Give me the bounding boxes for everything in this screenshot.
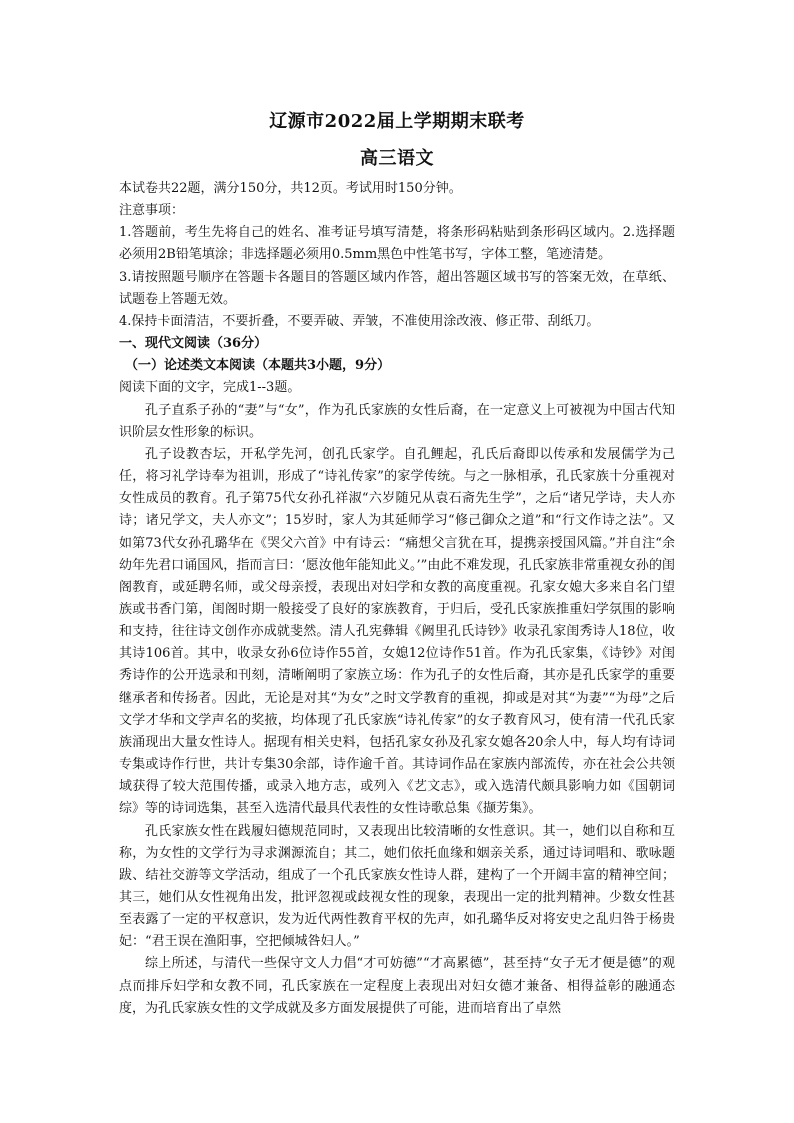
exam-title: 辽源市2022届上学期期末联考 — [269, 111, 525, 132]
notice-item-3: 3.请按照题号顺序在答题卡各题目的答题区域内作答，超出答题区域书写的答案无效，在草纸、试题卷上答题无效。 — [119, 269, 675, 307]
section-heading: 一、现代文阅读（36分） — [119, 336, 268, 352]
passage-paragraph-1: 孔子直系子孙的“妻”与“女”，作为孔氏家族的女性后裔，在一定意义上可被视为中国古代知识阶层女性形象的标识。 — [119, 402, 675, 440]
reading-instruction: 阅读下面的文字，完成1--3题。 — [119, 380, 301, 396]
passage-paragraph-4: 综上所述，与清代一些保守文人力倡“才可妨德”“才高累德”，甚至持“女子无才便是德”的观点而排斥妇学和女教不同，孔氏家族在一定程度上表现出对妇女德才兼备、相得益彰的融通态度，为孔氏家族女性的文学成就及多方面发展提供了可能，进而培育出了卓然 — [119, 956, 675, 1016]
document-body — [119, 178, 675, 1020]
exam-subject: 高三语文 — [360, 148, 434, 169]
passage-paragraph-2: 孔子设教杏坛，开私学先河，创孔氏家学。自孔鲤起，孔氏后裔即以传承和发展儒学为己任，将习礼学诗奉为祖训，形成了“诗礼传家”的家学传统。与之一脉相承，孔氏家族十分重视对女性成员的教育。孔子第75代女孙孔祥淑“六岁随兄从袁石斋先生学”，之后“诸兄学诗，夫人亦诗；诸兄学文，夫人亦文”；15岁时，家人为其延师学习“修己御众之道”和“行文作诗之法”。又如第73代女孙孔璐华在《哭父六首》中有诗云：“痛想父言犹在耳，提携亲授国风篇。”并自注“余幼年先君口诵国风，指而言曰：‘愿汝他年能知此义。’”由此不难发现，孔氏家族非常重视女孙的闺阁教育，或延聘名师，或父母亲授，表现出对妇学和女教的高度重视。孔家女媳大多来自名门望族或书香门第，闺阁时期一般接受了良好的家族教育，于归后，受孔氏家族推重妇学氛围的影响和支持，往往诗文创作亦成就斐然。清人孔宪彝辑《阙里孔氏诗钞》收录孔家闺秀诗人18位，收其诗106首。其中，收录女孙6位诗作55首，女媳12位诗作51首。作为孔氏家集，《诗钞》对闺秀诗作的公开选录和刊刻，清晰阐明了家族立场：作为孔子的女性后裔，其亦是孔氏家学的重要继承者和传扬者。因此，无论是对其“为女”之时文学教育的重视，抑或是对其“为妻”“为母”之后文学才华和文学声名的奖掖，均体现了孔氏家族“诗礼传家”的女子教育风习，使有清一代孔氏家族涌现出大量女性诗人。据现有相关史料，包括孔家女孙及孔家女媳各20余人中，每人均有诗词专集或诗作行世，共计专集30余部，诗作逾千首。其诗词作品在家族内部流传，亦在社会公共领域获得了较大范围传播，或录入地方志，或列入《艺文志》，或入选清代颇具影响力如《国朝词综》等的诗词选集，甚至入选清代最具代表性的女性诗歌总集《撷芳集》。 — [119, 446, 675, 817]
exam-intro: 本试卷共22题，满分150分，共12页。考试用时150分钟。 — [119, 181, 462, 196]
notice-heading: 注意事项： — [119, 203, 185, 219]
notice-item-4: 4.保持卡面清洁，不要折叠，不要弄破、弄皱，不准使用涂改液、修正带、刮纸刀。 — [119, 313, 600, 329]
passage-paragraph-3: 孔氏家族女性在践履妇德规范同时，又表现出比较清晰的女性意识。其一，她们以自称和互称，为女性的文学行为寻求渊源流自；其二，她们依托血缘和姻亲关系，通过诗词唱和、歌咏题跋、结社交游等文学活动，组成了一个孔氏家族女性诗人群，建构了一个开阔丰富的精神空间；其三，她们从女性视角出发，批评忽视或歧视女性的现象，表现出一定的批判精神。少数女性甚至表露了一定的平权意识，发为近代两性教育平权的先声，如孔璐华反对将安史之乱归咎于杨贵妃：“君王误在渔阳事，空把倾城咎妇人。” — [119, 823, 675, 950]
notice-item-1-2: 1.答题前，考生先将自己的姓名、准考证号填写清楚，将条形码粘贴到条形码区域内。2.选择题必须用2B铅笔填涂；非选择题必须用0.5mm黑色中性笔书写，字体工整，笔迹清楚。 — [119, 225, 675, 263]
subsection-heading: （一）论述类文本阅读（本题共3小题，9分） — [125, 358, 391, 374]
